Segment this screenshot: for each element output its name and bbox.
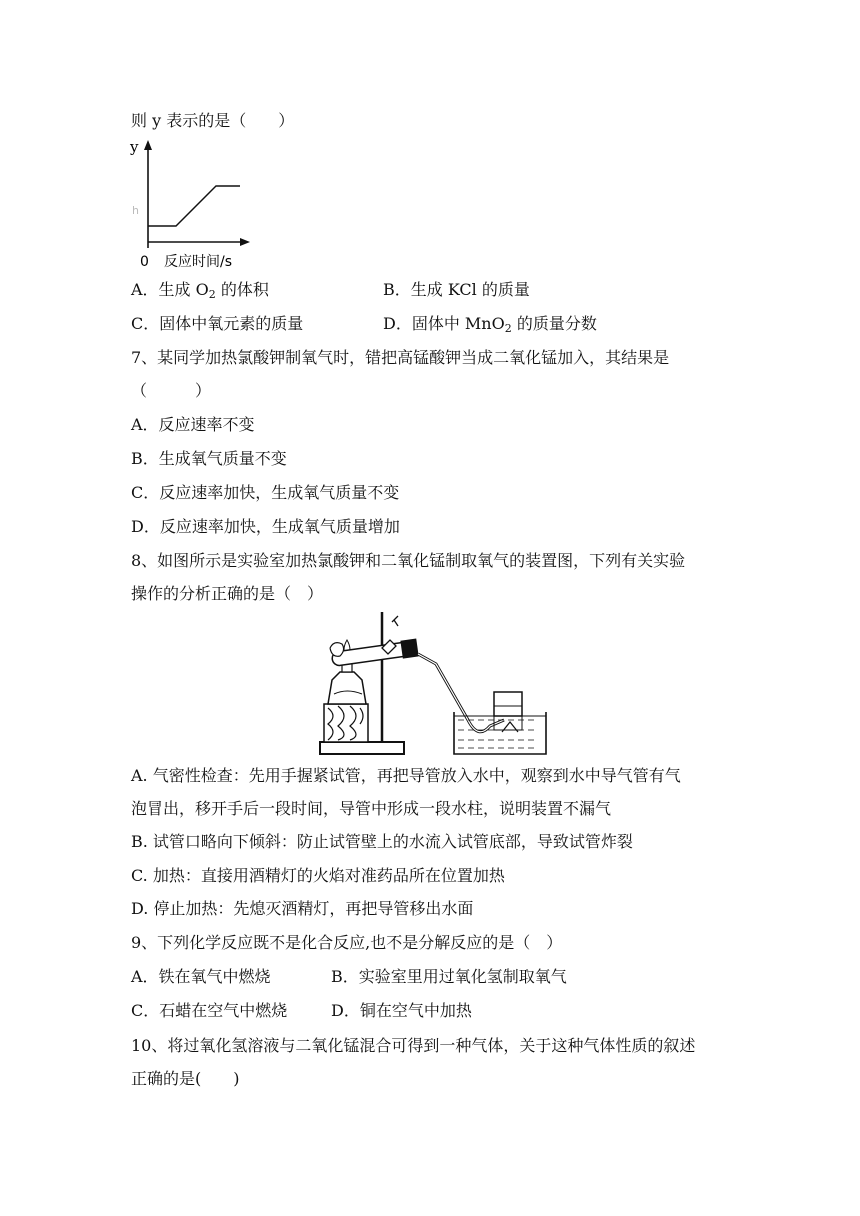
q9-option-b: B．实验室里用过氧化氢制取氧气 (331, 967, 567, 986)
y-axis-arrow (144, 140, 152, 150)
graph-curve (148, 186, 240, 226)
q6-option-c: C．固体中氧元素的质量 (131, 314, 304, 333)
x-axis-arrow (240, 238, 250, 246)
origin-label: 0 (140, 254, 149, 270)
q6-option-d-text: D．固体中 MnO (383, 314, 505, 333)
q8-option-d: D. 停止加热：先熄灭酒精灯，再把导管移出水面 (131, 899, 474, 918)
q10-stem-line1: 10、将过氧化氢溶液与二氧化锰混合可得到一种气体，关于这种气体性质的叙述 (131, 1036, 696, 1055)
q6-option-a-text2: 的体积 (215, 280, 269, 299)
q9-stem: 9、下列化学反应既不是化合反应,也不是分解反应的是（ ） (131, 933, 563, 952)
q6-option-a-text: A．生成 O (131, 280, 209, 299)
q7-stem-line2: （ ） (131, 381, 212, 400)
q7-option-b: B．生成氧气质量不变 (131, 449, 287, 468)
q10-stem-line2: 正确的是( ) (131, 1069, 240, 1088)
q6-option-d-sub: 2 (504, 322, 512, 335)
q6-graph (128, 136, 258, 271)
q8-option-a-line2: 泡冒出，移开手后一段时间，导管中形成一段水柱，说明装置不漏气 (131, 799, 612, 818)
oxygen-apparatus-figure (318, 608, 560, 760)
q7-option-c: C．反应速率加快，生成氧气质量不变 (131, 483, 400, 502)
q8-stem-line2: 操作的分析正确的是（ ） (131, 584, 324, 603)
q6-stem: 则 y 表示的是（ ） (131, 111, 295, 130)
q8-stem-line1: 8、如图所示是实验室加热氯酸钾和二氧化锰制取氧气的装置图，下列有关实验 (131, 551, 686, 570)
q7-stem-line1: 7、某同学加热氯酸钾制氧气时，错把高锰酸钾当成二氧化锰加入，其结果是 (131, 348, 670, 367)
q6-option-a (131, 279, 269, 301)
q6-option-a-sub: 2 (208, 288, 216, 301)
q8-option-b: B. 试管口略向下倾斜：防止试管壁上的水流入试管底部，导致试管炸裂 (131, 832, 633, 851)
q8-option-c: C. 加热：直接用酒精灯的火焰对准药品所在位置加热 (131, 866, 505, 885)
q6-option-d-text2: 的质量分数 (511, 314, 597, 333)
q7-option-a: A．反应速率不变 (131, 415, 255, 434)
q9-option-c: C．石蜡在空气中燃烧 (131, 1001, 288, 1020)
q6-option-b: B．生成 KCl 的质量 (383, 280, 530, 299)
q9-option-d: D．铜在空气中加热 (331, 1001, 472, 1020)
q6-option-d (383, 313, 597, 335)
q7-option-d: D．反应速率加快，生成氧气质量增加 (131, 517, 400, 536)
q8-option-a-line1: A. 气密性检查：先用手握紧试管，再把导管放入水中，观察到水中导气管有气 (131, 766, 681, 785)
svg-text:h: h (132, 204, 139, 217)
q9-option-a: A．铁在氧气中燃烧 (131, 967, 271, 986)
y-axis-label: y (130, 138, 139, 156)
x-axis-label: 反应时间/s (164, 254, 233, 270)
